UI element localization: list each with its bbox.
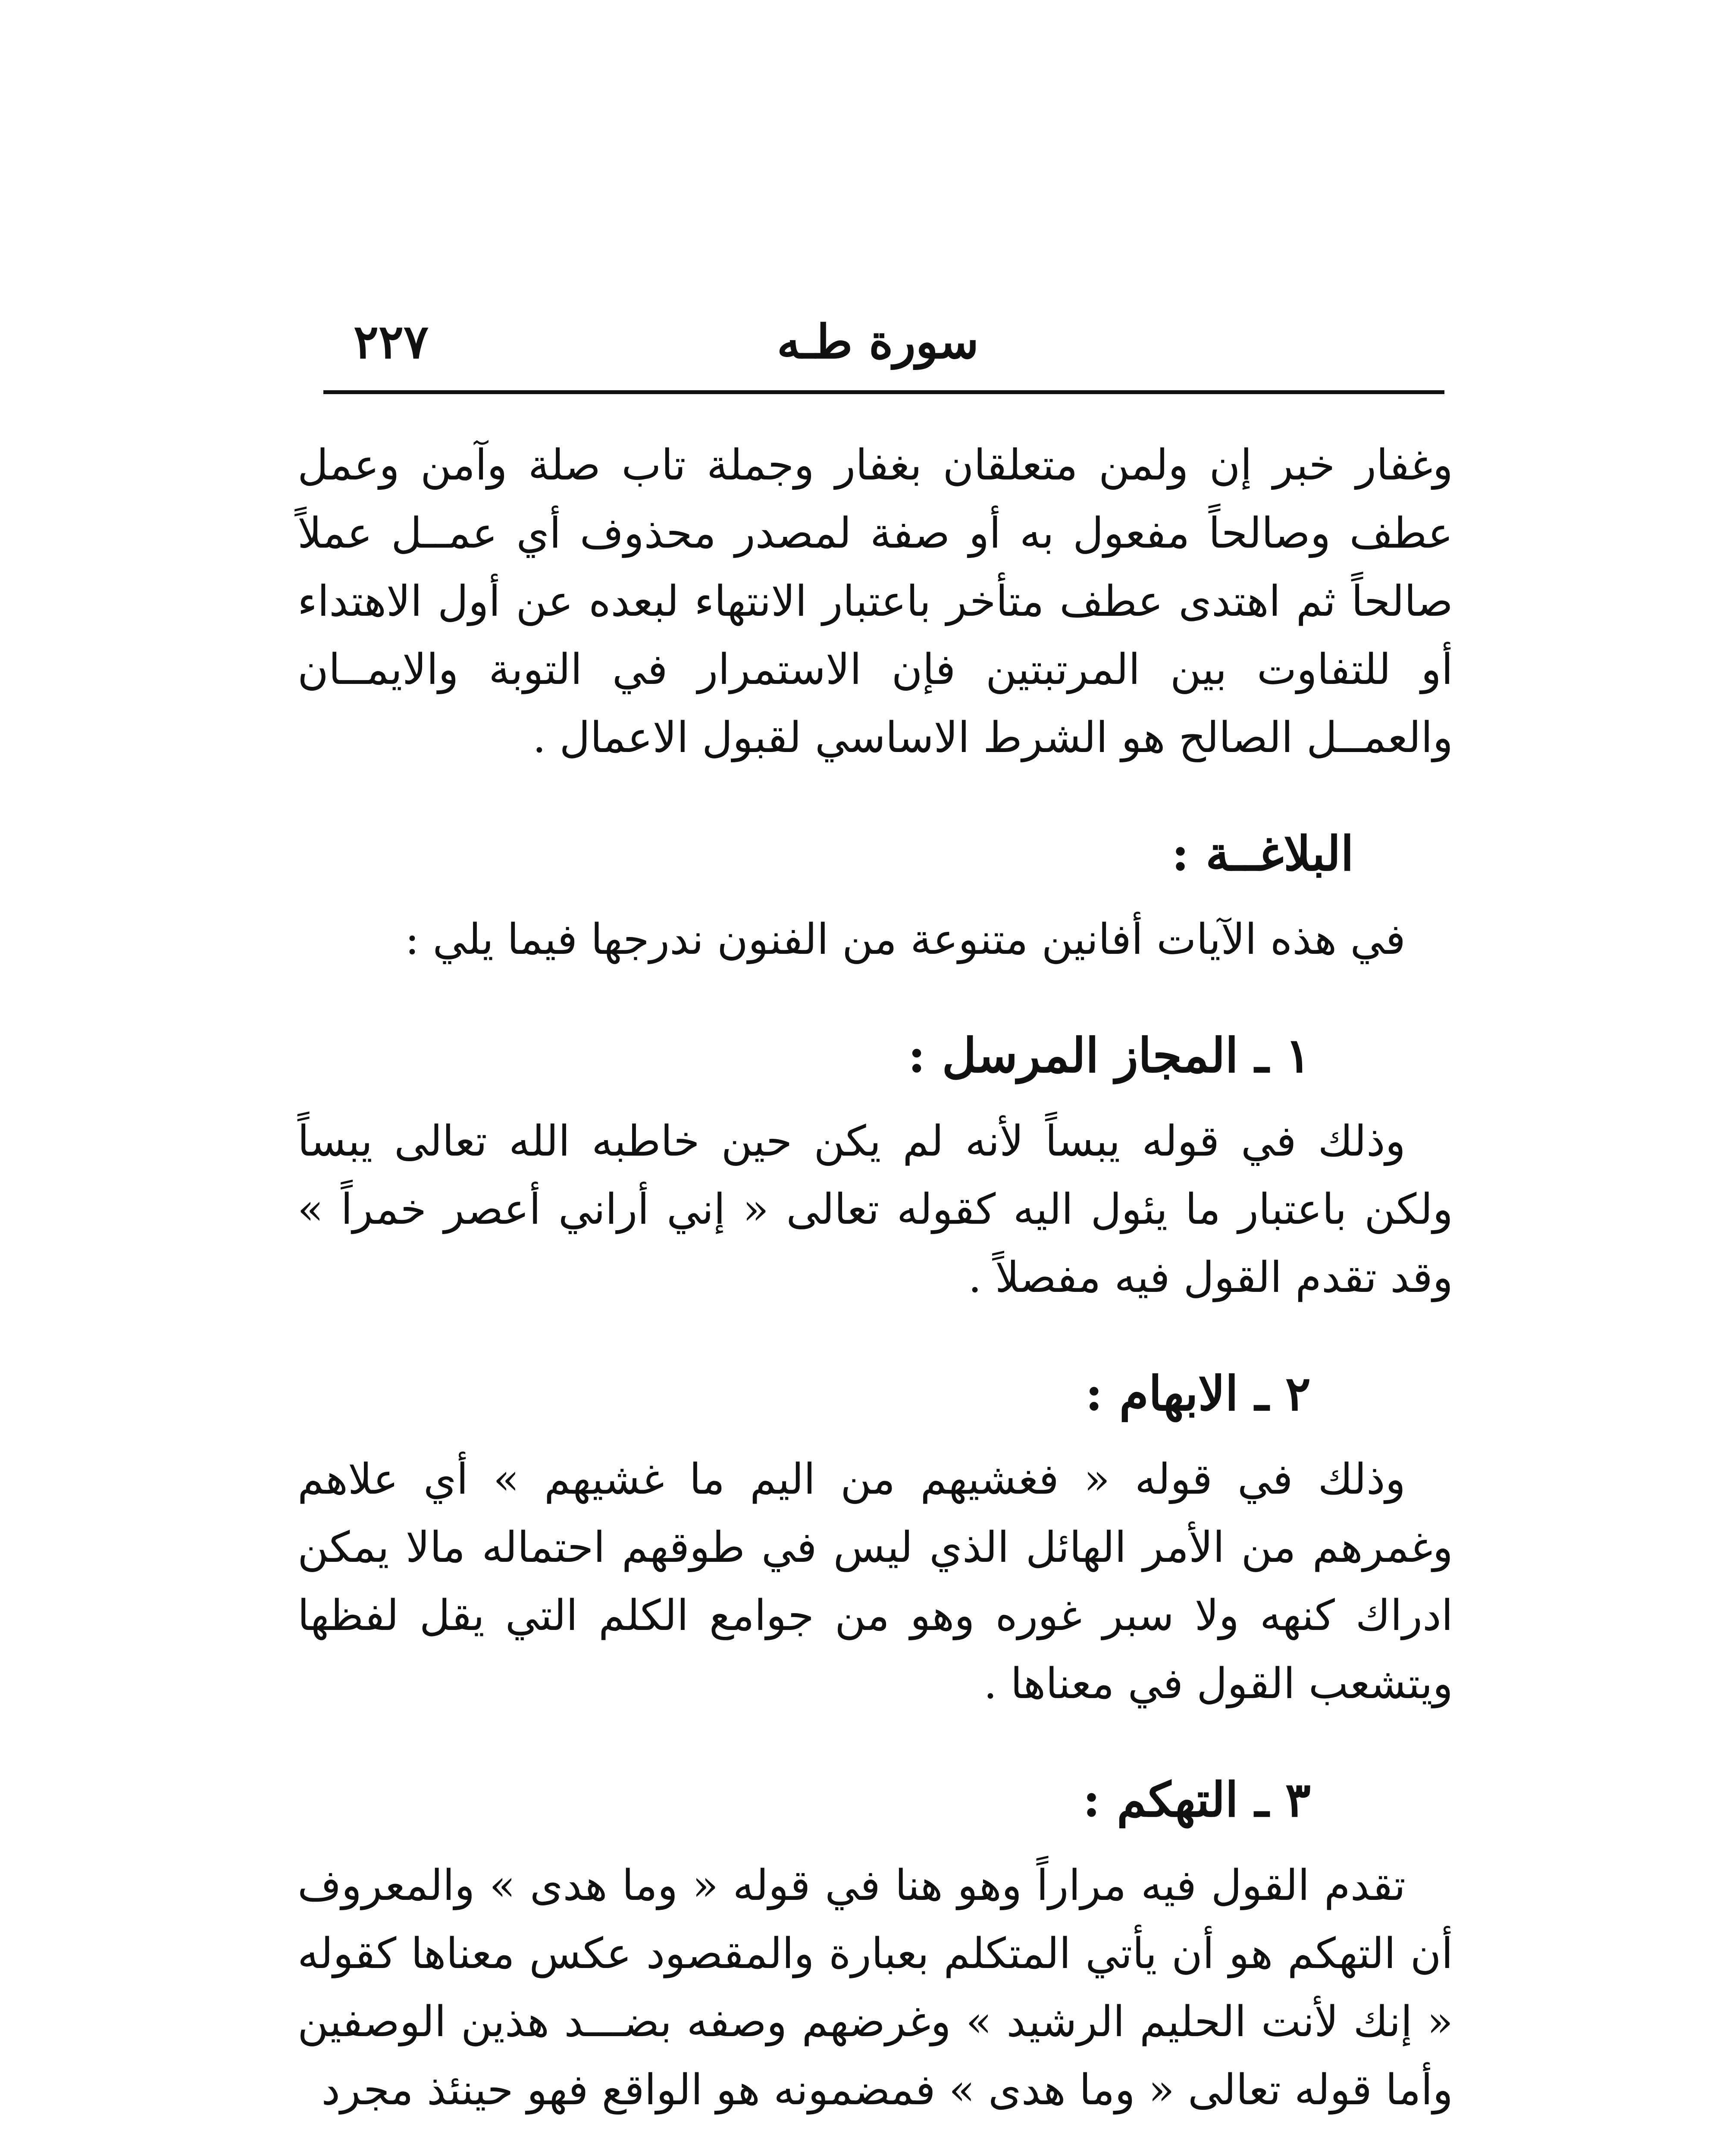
heading-ibham: ٢ ـ الابهام : [1085, 1366, 1311, 1421]
page-number: ٢٢٧ [354, 315, 429, 369]
heading-majaz: ١ ـ المجاز المرسل : [908, 1028, 1311, 1083]
paragraph-tahakkum: تقدم القول فيه مراراً وهو هنا في قوله « وما هدى » والمعروف أن التهكم هو أن يأتي المتكلم بعبارة والمقصود عكس معناها كقوله « إنك لأنت الحليم الرشيد » وغرضهم وصفه بضـــد هذين الوصفين وأما قوله تعالى « وما هدى » فمضمونه هو الواقع فهو حينئذ مجرد [298, 1861, 1453, 2115]
heading-balagha: البلاغــة : [1171, 826, 1354, 881]
paragraph-grammar: وغفار خبر إن ولمن متعلقان بغفار وجملة تاب صلة وآمن وعمل عطف وصالحاً مفعول به أو صفة لمصدر محذوف أي عمــل عملاً صالحاً ثم اهتدى عطف متأخر باعتبار الانتهاء لبعده عن أول الاهتداء أو للتفاوت بين المرتبتين فإن الاستمرار في التوبة والايمــان والعمــل الصالح هو الشرط الاساسي لقبول الاعمال . [298, 441, 1453, 762]
paragraph-majaz: وذلك في قوله يبساً لأنه لم يكن حين خاطبه الله تعالى يبساً ولكن باعتبار ما يئول اليه كقوله تعالى « إني أراني أعصر خمراً » وقد تقدم القول فيه مفصلاً . [298, 1117, 1453, 1302]
header-rule [323, 390, 1444, 394]
heading-tahakkum: ٣ ـ التهكم : [1083, 1772, 1311, 1827]
page-body [298, 431, 1453, 2124]
paragraph-intro: في هذه الآيات أفانين متنوعة من الفنون ندرجها فيما يلي : [405, 915, 1406, 964]
paragraph-ibham: وذلك في قوله « فغشيهم من اليم ما غشيهم » أي علاهم وغمرهم من الأمر الهائل الذي ليس في طوقهم احتماله مالا يمكن ادراك كنهه ولا سبر غوره وهو من جوامع الكلم التي يقل لفظها ويتشعب القول في معناها . [298, 1455, 1453, 1708]
page-title: سورة طـه [777, 315, 979, 369]
page-header [323, 310, 1444, 384]
